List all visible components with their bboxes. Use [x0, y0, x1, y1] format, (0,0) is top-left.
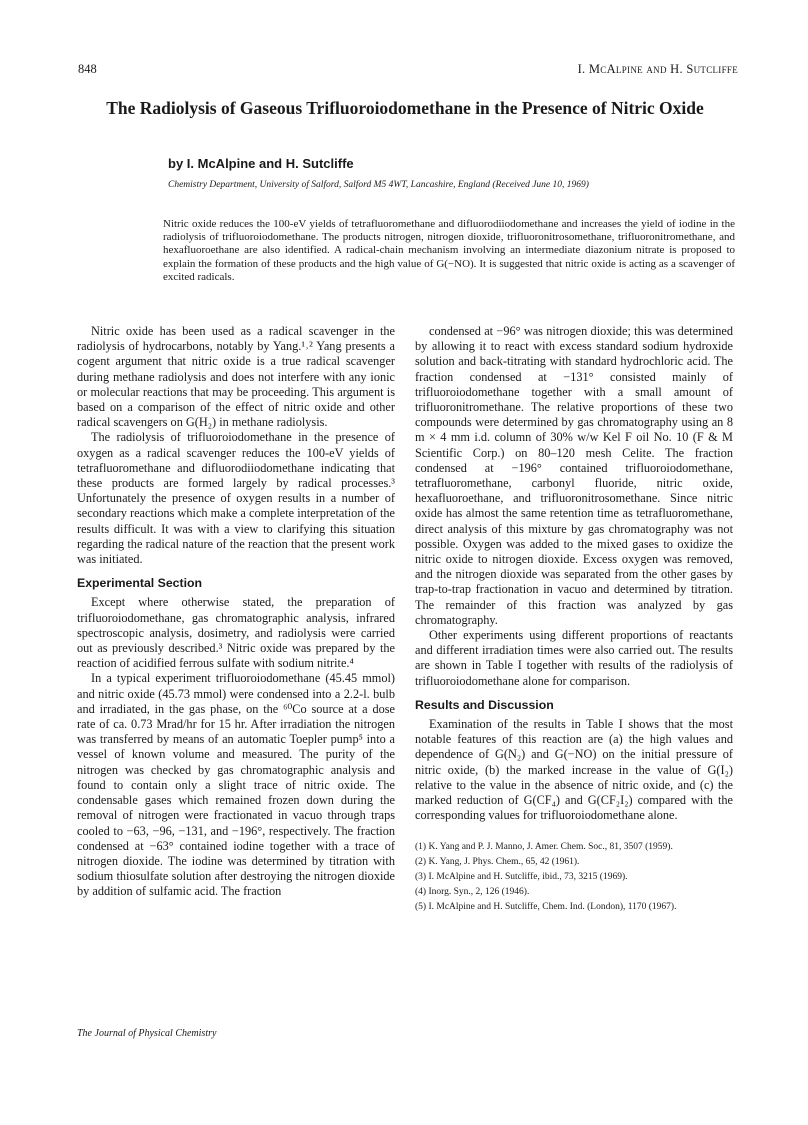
- article-authors: by I. McAlpine and H. Sutcliffe: [168, 156, 354, 171]
- page-number: 848: [78, 62, 97, 76]
- paragraph: Except where otherwise stated, the preparation of trifluoroiodomethane, gas chromatographic analysis, infrared spectroscopic analysis, dosimetry, and radiolysis were carried out as previously described.³ Nitric oxide was prepared by the reaction of acidified ferrous sulfate with sodium nitrite.⁴: [77, 595, 395, 671]
- references-list: [415, 840, 733, 915]
- paragraph: condensed at −96° was nitrogen dioxide; this was determined by allowing it to react with excess standard sodium hydroxide solution and back-titrating with standard hydrochloric acid. The fraction condensed at −131° consisted mainly of trifluoroiodomethane together with a small amount of trifluoronitromethane. The relative proportions of these two compounds were determined by gas chromatography using an 8 m × 4 mm i.d. column of 30% w/w Kel F oil No. 10 (F & M Scientific Corp.) on 80–120 mesh Celite. The fraction condensed at −196° contained trifluoroiodomethane, tetrafluoromethane, carbonyl fluoride, nitric oxide, hexafluoroethane, and trifluoronitrosomethane. Since nitric oxide has almost the same retention time as tetrafluoromethane, direct analysis of this mixture by gas chromatography was not possible. Oxygen was added to the mixed gases to oxidize the nitric oxide to nitrogen dioxide. Excess oxygen was removed, and the nitrogen dioxide was separated from the other gases by trap-to-trap fractionation in vacuo and determined by titration. The remainder of this fraction was analyzed by gas chromatography.: [415, 324, 733, 627]
- paragraph: Examination of the results in Table I shows that the most notable features of this reaction are (a) the high values and dependence of G(N₂) and G(−NO) on the initial pressure of nitric oxide, (b) the marked increase in the value of G(I₂) relative to the value in the absence of nitric oxide, and (c) the marked reduction of G(CF₄) and G(CF₂I₂) compared with the corresponding values for trifluoroiodomethane alone.: [415, 717, 733, 823]
- reference-item: (1) K. Yang and P. J. Manno, J. Amer. Chem. Soc., 81, 3507 (1959).: [415, 841, 673, 852]
- abstract: Nitric oxide reduces the 100-eV yields of tetrafluoromethane and difluorodiiodomethane and increases the yield of iodine in the radiolysis of trifluoroiodomethane. The products nitrogen, nitrogen dioxide, trifluoronitrosomethane, trifluoronitromethane, and hexafluoroethane are also identified. A radical-chain mechanism involving an intermediate diazonium nitrate is proposed to explain the formation of these products and the high value of G(−NO). It is suggested that nitric oxide is acting as a scavenger of excited radicals.: [163, 218, 735, 283]
- right-column: [415, 324, 733, 915]
- paragraph: Other experiments using different proportions of reactants and different irradiation times were also carried out. The results are shown in Table I together with results of the radiolysis of trifluoroiodomethane alone for comparison.: [415, 628, 733, 688]
- section-heading-results: Results and Discussion: [415, 697, 554, 712]
- reference-item: (2) K. Yang, J. Phys. Chem., 65, 42 (1961).: [415, 856, 580, 867]
- paragraph: In a typical experiment trifluoroiodomethane (45.45 mmol) and nitric oxide (45.73 mmol) were condensed into a 2.2-l. bulb and irradiated, in the gas phase, on the ⁶⁰Co source at a dose rate of ca. 0.73 Mrad/hr for 15 hr. After irradiation the nitrogen was transferred by means of an automatic Toepler pump⁵ into a vessel of known volume and measured. The purity of the nitrogen was checked by gas chromatographic analysis and found to contain only a slight trace of nitric oxide. The condensable gases which remained frozen down during the removal of nitrogen were fractionated in vacuo through traps cooled to −63, −96, −131, and −196°, respectively. The fraction condensed at −63° contained iodine together with a trace of nitrogen dioxide. The iodine was determined by titration with sodium thiosulfate solution after destroying the nitrogen dioxide by addition of sulfamic acid. The fraction: [77, 671, 395, 899]
- paragraph: The radiolysis of trifluoroiodomethane in the presence of oxygen as a radical scavenger reduces the 100-eV yields of tetrafluoromethane and difluorodiiodomethane indicating that these products are formed largely by radical processes.³ Unfortunately the presence of oxygen results in a number of secondary reactions which make a complete interpretation of the results difficult. It was with a view to clarifying this situation regarding the radical nature of the reaction that the present work was initiated.: [77, 430, 395, 567]
- left-column: [77, 324, 395, 900]
- paragraph: Nitric oxide has been used as a radical scavenger in the radiolysis of hydrocarbons, notably by Yang.¹˒² Yang presents a cogent argument that nitric oxide is a true radical scavenger during methane radiolysis and does not interfere with any ionic or molecular reactions that may be proceeding. This argument is based on a comparison of the effect of nitric oxide and other radical scavengers on G(H₂) in methane radiolysis.: [77, 324, 395, 430]
- author-affiliation: Chemistry Department, University of Salford, Salford M5 4WT, Lancashire, England (Received June 10, 1969): [168, 180, 589, 190]
- running-header-authors: I. McAlpine and H. Sutcliffe: [577, 62, 738, 76]
- section-heading-experimental: Experimental Section: [77, 576, 203, 591]
- journal-footer: The Journal of Physical Chemistry: [77, 1028, 217, 1039]
- reference-item: (3) I. McAlpine and H. Sutcliffe, ibid., 73, 3215 (1969).: [415, 871, 628, 882]
- article-title: The Radiolysis of Gaseous Trifluoroiodomethane in the Presence of Nitric Oxide: [106, 98, 704, 118]
- reference-item: (5) I. McAlpine and H. Sutcliffe, Chem. Ind. (London), 1170 (1967).: [415, 901, 677, 912]
- reference-item: (4) Inorg. Syn., 2, 126 (1946).: [415, 886, 530, 897]
